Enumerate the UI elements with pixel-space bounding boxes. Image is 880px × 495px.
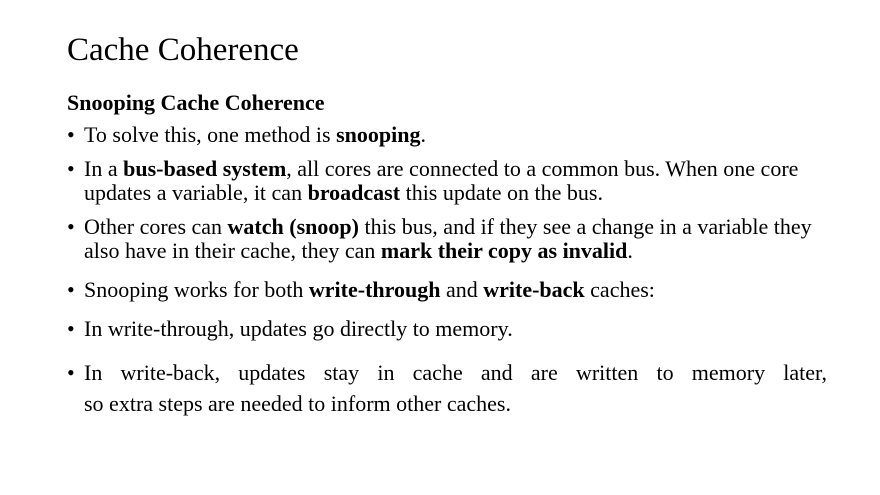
emphasis: write-through — [308, 276, 441, 302]
bullet-item: • Other cores can watch (snoop) this bus, and if they see a change in a variable they also have in their cache, they can mark their copy as invalid. — [67, 215, 827, 264]
slide-subtitle: Snooping Cache Coherence — [67, 90, 325, 115]
emphasis: broadcast — [307, 180, 401, 205]
emphasis: mark their copy as invalid — [380, 238, 628, 263]
bullet-item: • Snooping works for both write-through and write-back caches: — [67, 278, 827, 303]
bullet-item: • In write-through, updates go directly to memory. — [67, 317, 827, 342]
emphasis: snooping — [336, 122, 421, 147]
slide-title: Cache Coherence — [67, 32, 299, 68]
bullet-list — [67, 120, 827, 419]
bullet-item: • In write-back, updates stay in cache and are written to memory later, so extra steps are needed to inform other caches. — [67, 357, 827, 419]
emphasis: bus-based system — [123, 155, 287, 181]
emphasis: write-back — [483, 276, 585, 302]
bullet-item: • In a bus-based system, all cores are connected to a common bus. When one core updates a variable, it can broadcast this update on the bus. — [67, 157, 827, 206]
emphasis: watch (snoop) — [227, 213, 359, 239]
bullet-item: • To solve this, one method is snooping. — [67, 123, 827, 148]
